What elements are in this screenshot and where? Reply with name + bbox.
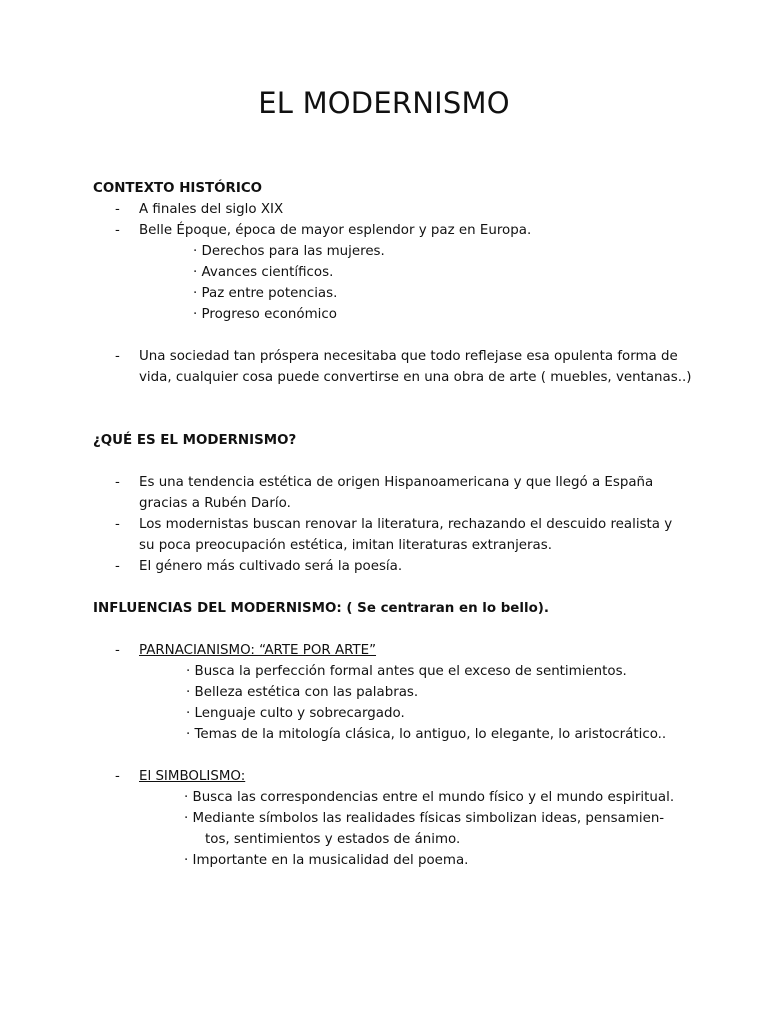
list-que-es: [93, 472, 733, 577]
list-item: [93, 640, 733, 661]
dash-marker: -: [115, 559, 120, 574]
sublist-simbolismo: [93, 787, 733, 871]
list-item-line: Es una tendencia estética de origen Hispanoamericana y que llegó a España: [139, 475, 654, 490]
document-body: [93, 178, 733, 871]
list-item-line: vida, cualquier cosa puede convertirse en una obra de arte ( muebles, ventanas..): [139, 370, 692, 385]
sublist-parnacianismo: [93, 661, 733, 745]
document-title: EL MODERNISMO: [258, 86, 510, 120]
dash-marker: -: [115, 643, 120, 658]
parnacianismo-label: PARNACIANISMO: “ARTE POR ARTE”: [139, 643, 377, 658]
list-item-line: Los modernistas buscan renovar la literatura, rechazando el descuido realista y: [139, 517, 673, 532]
heading-influencias: INFLUENCIAS DEL MODERNISMO: ( Se centraran en lo bello).: [93, 601, 549, 616]
list-item-line: gracias a Rubén Darío.: [139, 496, 291, 511]
heading-que-es: ¿QUÉ ES EL MODERNISMO?: [93, 433, 297, 448]
list-contexto-2: [93, 346, 733, 388]
list-item: [93, 472, 733, 514]
dash-marker: -: [115, 517, 120, 532]
sub-item: · Lenguaje culto y sobrecargado.: [186, 706, 405, 721]
heading-contexto: CONTEXTO HISTÓRICO: [93, 181, 263, 196]
spacer: [93, 451, 733, 472]
sub-item: · Busca la perfección formal antes que el exceso de sentimientos.: [186, 664, 627, 679]
dash-marker: -: [115, 475, 120, 490]
sub-item: · Derechos para las mujeres.: [193, 244, 385, 259]
spacer: [93, 388, 733, 430]
sub-item: · Progreso económico: [193, 307, 337, 322]
list-simbolismo: [93, 766, 733, 787]
simbolismo-label: El SIMBOLISMO:: [139, 769, 246, 784]
sub-item: · Temas de la mitología clásica, lo antiguo, lo elegante, lo aristocrático..: [186, 727, 667, 742]
sub-item: · Belleza estética con las palabras.: [186, 685, 419, 700]
list-parnacianismo: [93, 640, 733, 661]
list-item-text: Belle Époque, época de mayor esplendor y paz en Europa.: [139, 223, 532, 238]
list-item: [93, 556, 733, 577]
list-item-line: su poca preocupación estética, imitan literaturas extranjeras.: [139, 538, 552, 553]
list-item: [93, 346, 733, 388]
list-item: [93, 766, 733, 787]
dash-marker: -: [115, 202, 120, 217]
sub-item-continuation: tos, sentimientos y estados de ánimo.: [205, 832, 461, 847]
list-item-text: A finales del siglo XIX: [139, 202, 284, 217]
spacer: [93, 619, 733, 640]
dash-marker: -: [115, 223, 120, 238]
sub-item: · Mediante símbolos las realidades físicas simbolizan ideas, pensamien-: [184, 811, 665, 826]
sub-item: · Avances científicos.: [193, 265, 334, 280]
sublist-contexto: [93, 241, 733, 325]
sub-item: · Busca las correspondencias entre el mundo físico y el mundo espiritual.: [184, 790, 675, 805]
list-contexto: [93, 199, 733, 241]
dash-marker: -: [115, 349, 120, 364]
list-item: [93, 220, 733, 241]
spacer: [93, 325, 733, 346]
spacer: [93, 745, 733, 766]
sub-item: · Importante en la musicalidad del poema.: [184, 853, 469, 868]
spacer: [93, 577, 733, 598]
sub-item: · Paz entre potencias.: [193, 286, 338, 301]
list-item: [93, 514, 733, 556]
list-item-text: El género más cultivado será la poesía.: [139, 559, 403, 574]
list-item: [93, 199, 733, 220]
dash-marker: -: [115, 769, 120, 784]
list-item-line: Una sociedad tan próspera necesitaba que todo reflejase esa opulenta forma de: [139, 349, 678, 364]
